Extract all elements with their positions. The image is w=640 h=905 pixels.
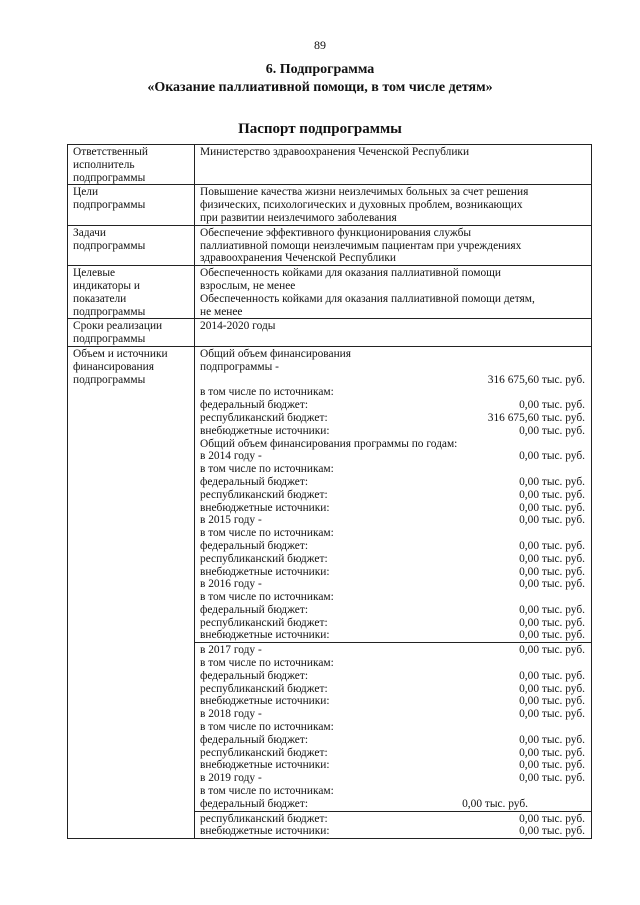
- year-total-row: [200, 772, 587, 785]
- row-terms: [68, 319, 592, 347]
- federal-budget-row: [200, 540, 587, 553]
- row-terms-label: [68, 319, 195, 347]
- federal-budget-value: 0,00 тыс. руб.: [519, 475, 585, 488]
- extra-budget-value: 0,00 тыс. руб.: [519, 565, 585, 578]
- extra-budget-label: внебюджетные источники:: [200, 501, 330, 514]
- republic-budget-value: 0,00 тыс. руб.: [519, 812, 585, 825]
- sources-header: в том числе по источникам:: [200, 721, 334, 734]
- value-line: при развитии неизлечимого заболевания: [200, 211, 397, 224]
- republic-budget-label: республиканский бюджет:: [200, 616, 328, 629]
- row-tasks-label: [68, 225, 195, 265]
- year-total-row: [200, 450, 587, 463]
- republic-budget-value: 0,00 тыс. руб.: [519, 552, 585, 565]
- row-goals-label: [68, 185, 195, 225]
- republic-budget-label: республиканский бюджет:: [200, 746, 328, 759]
- year-total-row: [200, 644, 587, 657]
- row-financing: [68, 346, 592, 642]
- label-line: Ответственный: [73, 146, 149, 158]
- label-line: подпрограммы: [73, 333, 146, 346]
- year-total-row: [200, 708, 587, 721]
- federal-budget-value: 0,00 тыс. руб.: [519, 539, 585, 552]
- by-years-header: Общий объем финансирования программы по годам:: [200, 437, 458, 450]
- label-line: финансирования: [73, 360, 154, 373]
- sources-header: в том числе по источникам:: [200, 527, 334, 540]
- year-total-row: [200, 578, 587, 591]
- label-line: Объем и источники: [73, 347, 168, 360]
- row-financing-label: [68, 346, 195, 838]
- value-line: не менее: [200, 305, 243, 318]
- passport-table: [67, 144, 592, 839]
- value-line: здравоохранения Чеченской Республики: [200, 252, 396, 265]
- federal-budget-row: [200, 798, 530, 811]
- extra-budget-value: 0,00 тыс. руб.: [519, 825, 585, 838]
- financing-block-b: [195, 643, 592, 811]
- value-line: Повышение качества жизни неизлечимых больных за счет решения: [200, 186, 529, 199]
- republic-budget-row: [200, 412, 587, 425]
- financing-block-c: [195, 811, 592, 839]
- extra-budget-value: 0,00 тыс. руб.: [519, 759, 585, 772]
- republic-budget-label: республиканский бюджет:: [200, 552, 328, 565]
- extra-budget-value: 0,00 тыс. руб.: [519, 629, 585, 642]
- federal-budget-row: [200, 670, 587, 683]
- federal-budget-value: 0,00 тыс. руб.: [462, 797, 528, 810]
- row-indicators: [68, 266, 592, 319]
- financing-total-line: подпрограммы -: [200, 360, 279, 373]
- sources-header: в том числе по источникам:: [200, 591, 334, 604]
- row-tasks: [68, 225, 592, 265]
- republic-budget-value: 0,00 тыс. руб.: [519, 488, 585, 501]
- label-line: показатели: [73, 292, 127, 305]
- row-indicators-value: [195, 266, 592, 319]
- year-total-label: в 2015 году -: [200, 514, 262, 527]
- page-number: 89: [314, 38, 326, 52]
- extra-budget-value: 0,00 тыс. руб.: [519, 501, 585, 514]
- republic-budget-row: [200, 683, 587, 696]
- extra-budget-label: внебюджетные источники:: [200, 565, 330, 578]
- extra-budget-row: [200, 502, 587, 515]
- financing-total-amount: 316 675,60 тыс. руб.: [487, 373, 585, 386]
- year-total-label: в 2018 году -: [200, 708, 262, 721]
- label-line: Сроки реализации: [73, 320, 163, 333]
- republic-budget-row: [200, 489, 587, 502]
- year-total-value: 0,00 тыс. руб.: [519, 450, 585, 463]
- year-total-label: в 2016 году -: [200, 578, 262, 591]
- row-responsible: [68, 145, 592, 185]
- financing-total-line: Общий объем финансирования: [200, 347, 352, 360]
- federal-budget-label: федеральный бюджет:: [200, 539, 308, 552]
- federal-budget-row: [200, 734, 587, 747]
- value-line: 2014-2020 годы: [200, 320, 276, 333]
- label-line: подпрограммы: [73, 373, 146, 386]
- federal-budget-label: федеральный бюджет:: [200, 669, 308, 682]
- republic-budget-row: [200, 747, 587, 760]
- year-total-label: в 2017 году -: [200, 644, 262, 657]
- row-responsible-label: [68, 145, 195, 185]
- federal-budget-label: федеральный бюджет:: [200, 797, 308, 810]
- republic-budget-label: республиканский бюджет:: [200, 411, 328, 424]
- republic-budget-value: 0,00 тыс. руб.: [519, 616, 585, 629]
- republic-budget-row: [200, 553, 587, 566]
- row-tasks-value: [195, 225, 592, 265]
- federal-budget-value: 0,00 тыс. руб.: [519, 399, 585, 412]
- label-line: подпрограммы: [73, 199, 146, 212]
- federal-budget-value: 0,00 тыс. руб.: [519, 669, 585, 682]
- value-line: Обеспеченность койками для оказания паллиативной помощи: [200, 267, 501, 280]
- extra-budget-label: внебюджетные источники:: [200, 825, 330, 838]
- extra-budget-row: [200, 629, 587, 642]
- label-line: Цели: [73, 186, 99, 199]
- value-line: физических, психологических и духовных проблем, возникающих: [200, 199, 523, 212]
- extra-budget-label: внебюджетные источники:: [200, 424, 330, 437]
- row-indicators-label: [68, 266, 195, 319]
- extra-budget-label: внебюджетные источники:: [200, 629, 330, 642]
- label-line: индикаторы и: [73, 279, 141, 292]
- passport-title: Паспорт подпрограммы: [238, 121, 402, 137]
- federal-budget-row: [200, 399, 587, 412]
- extra-budget-row: [200, 759, 587, 772]
- year-total-value: 0,00 тыс. руб.: [519, 514, 585, 527]
- row-goals-value: [195, 185, 592, 225]
- federal-budget-row: [200, 476, 587, 489]
- label-line: исполнитель: [73, 158, 135, 171]
- federal-budget-label: федеральный бюджет:: [200, 603, 308, 616]
- label-line: Целевые: [73, 267, 116, 280]
- row-terms-value: [195, 319, 592, 347]
- value-line: Обеспечение эффективного функционирования службы: [200, 226, 472, 239]
- sources-header: в том числе по источникам:: [200, 386, 334, 399]
- federal-budget-value: 0,00 тыс. руб.: [519, 603, 585, 616]
- republic-budget-row: [200, 617, 587, 630]
- subprogram-title-heading: «Оказание паллиативной помощи, в том числе детям»: [147, 80, 493, 95]
- extra-budget-row: [200, 695, 587, 708]
- year-total-row: [200, 514, 587, 527]
- republic-budget-row: [200, 813, 587, 826]
- year-label: в 2019 году -: [200, 772, 262, 785]
- federal-budget-label: федеральный бюджет:: [200, 733, 308, 746]
- value-line: паллиативной помощи неизлечимым пациентам при учреждениях: [200, 239, 522, 252]
- extra-budget-row: [200, 566, 587, 579]
- year-total-value: 0,00 тыс. руб.: [519, 708, 585, 721]
- year-total-label: в 2014 году -: [200, 450, 262, 463]
- sources-header: в том числе по источникам:: [200, 463, 334, 476]
- years-list-b: [200, 644, 587, 772]
- extra-budget-label: внебюджетные источники:: [200, 695, 330, 708]
- republic-budget-label: республиканский бюджет:: [200, 488, 328, 501]
- sources-header: в том числе по источникам:: [200, 657, 334, 670]
- label-line: подпрограммы: [73, 305, 146, 318]
- financing-block-a: [195, 346, 592, 642]
- extra-budget-label: внебюджетные источники:: [200, 759, 330, 772]
- sources-header: в том числе по источникам:: [200, 785, 334, 798]
- extra-budget-value: 0,00 тыс. руб.: [519, 695, 585, 708]
- republic-budget-value: 316 675,60 тыс. руб.: [487, 411, 585, 424]
- row-goals: [68, 185, 592, 225]
- federal-budget-label: федеральный бюджет:: [200, 399, 308, 412]
- federal-budget-row: [200, 604, 587, 617]
- value-line: Министерство здравоохранения Чеченской Республики: [200, 146, 470, 158]
- label-line: подпрограммы: [73, 171, 146, 184]
- label-line: подпрограммы: [73, 239, 146, 252]
- extra-budget-row: [200, 825, 587, 838]
- year-total-value: 0,00 тыс. руб.: [519, 578, 585, 591]
- year-total-value: 0,00 тыс. руб.: [519, 772, 585, 785]
- federal-budget-value: 0,00 тыс. руб.: [519, 733, 585, 746]
- years-list-a: [200, 450, 587, 642]
- value-line: Обеспеченность койками для оказания паллиативной помощи детям,: [200, 292, 535, 305]
- label-line: Задачи: [73, 226, 106, 239]
- extra-budget-row: [200, 425, 587, 438]
- extra-budget-value: 0,00 тыс. руб.: [519, 424, 585, 437]
- row-responsible-value: [195, 145, 592, 185]
- year-total-value: 0,00 тыс. руб.: [519, 644, 585, 657]
- federal-budget-label: федеральный бюджет:: [200, 475, 308, 488]
- value-line: взрослым, не менее: [200, 279, 296, 292]
- republic-budget-value: 0,00 тыс. руб.: [519, 746, 585, 759]
- republic-budget-label: республиканский бюджет:: [200, 682, 328, 695]
- republic-budget-label: республиканский бюджет:: [200, 812, 328, 825]
- subprogram-number-heading: 6. Подпрограмма: [265, 62, 375, 77]
- republic-budget-value: 0,00 тыс. руб.: [519, 682, 585, 695]
